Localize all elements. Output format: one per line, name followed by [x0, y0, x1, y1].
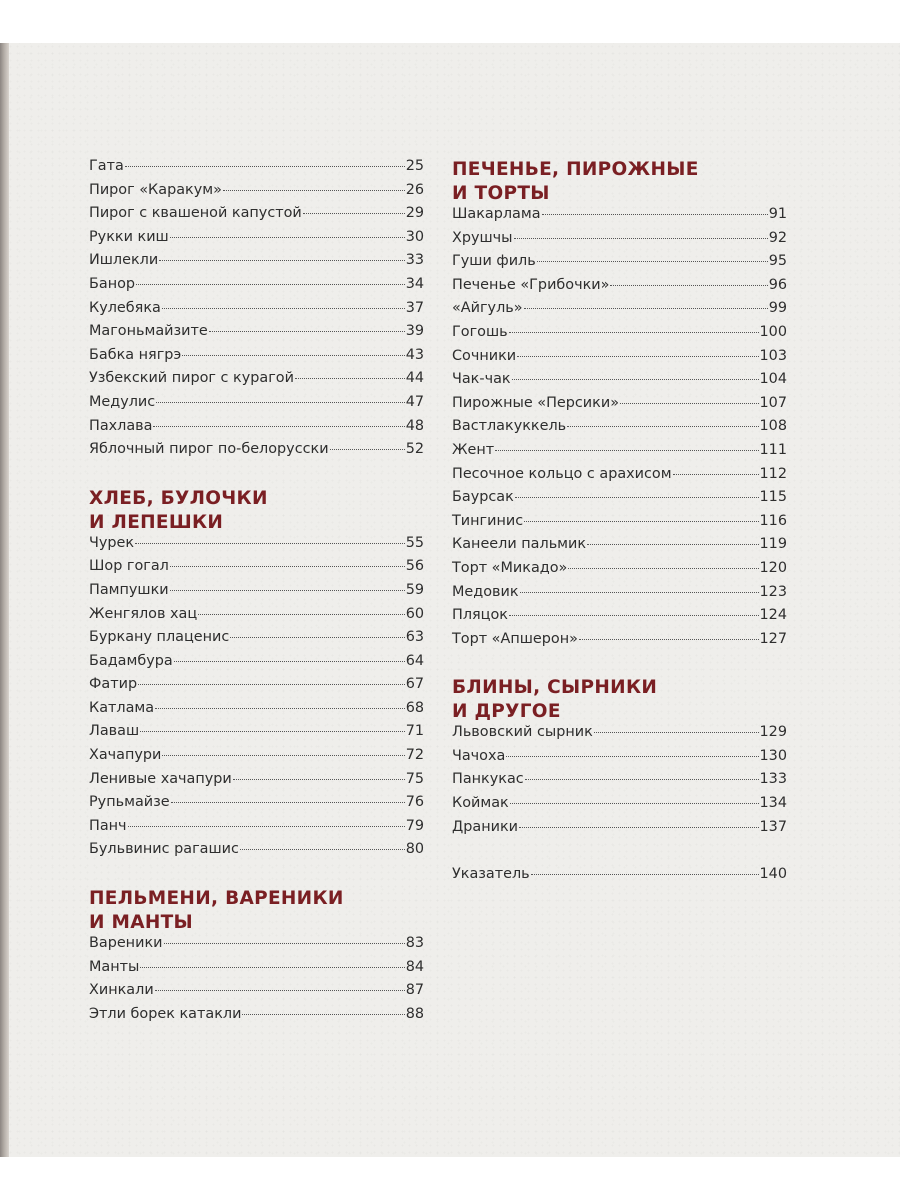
entry-title: Гата: [89, 158, 124, 174]
entry-title: Ишлекли: [89, 252, 159, 269]
entry-title: Гуши филь: [452, 253, 536, 270]
dot-leader: [515, 497, 759, 498]
dot-leader: [517, 356, 758, 357]
entry-page-number: 129: [759, 724, 787, 741]
entry-title: Хачапури: [89, 747, 162, 764]
toc-entry[interactable]: [452, 348, 787, 372]
dot-leader: [610, 285, 767, 286]
entry-page-number: 33: [405, 252, 424, 269]
toc-entry[interactable]: [452, 300, 787, 324]
dot-leader: [135, 543, 405, 544]
entry-title: Сочники: [452, 347, 517, 364]
toc-entry[interactable]: [452, 371, 787, 395]
entry-page-number: 88: [405, 1005, 424, 1022]
entry-page-number: 100: [759, 323, 787, 340]
toc-entry[interactable]: [89, 723, 424, 747]
toc-entry[interactable]: [452, 253, 787, 277]
entry-page-number: 72: [405, 747, 424, 764]
dot-leader: [155, 708, 405, 709]
heading-line: И ЛЕПЕШКИ: [89, 511, 224, 533]
entry-page-number: 47: [405, 393, 424, 410]
dot-leader: [138, 684, 405, 685]
entry-page-number: 137: [759, 818, 787, 835]
dot-leader: [128, 826, 405, 827]
dot-leader: [223, 190, 405, 191]
entry-title: Коймак: [452, 795, 509, 812]
dot-leader: [162, 308, 405, 309]
entry-title: Панч: [89, 817, 127, 834]
dot-leader: [198, 614, 405, 615]
entry-title: Кулебяка: [89, 299, 161, 316]
toc-entry[interactable]: [89, 959, 424, 983]
toc-entry[interactable]: [452, 466, 787, 490]
toc-entry[interactable]: [452, 560, 787, 584]
entry-page-number: 124: [759, 607, 787, 624]
toc-entry[interactable]: [89, 771, 424, 795]
section-heading-dumplings: [89, 887, 424, 935]
entry-title: Банор: [89, 275, 136, 292]
dot-leader: [140, 731, 405, 732]
toc-entry[interactable]: [452, 748, 787, 772]
entry-page-number: 55: [405, 534, 424, 551]
entry-title: Жент: [452, 441, 495, 458]
section-heading-cookies: [452, 158, 787, 206]
heading-line: И МАНТЫ: [89, 912, 194, 934]
entry-page-number: 25: [405, 158, 424, 174]
entry-title: Буркану плаценис: [89, 629, 230, 646]
toc-entry[interactable]: [89, 252, 424, 276]
toc-entry[interactable]: [452, 442, 787, 466]
dot-leader: [230, 637, 404, 638]
entry-page-number: 108: [759, 418, 787, 435]
entry-title: Бадамбура: [89, 652, 173, 669]
dot-leader: [531, 874, 759, 875]
entry-title: Медовик: [452, 583, 519, 600]
entry-page-number: 96: [768, 276, 787, 293]
entry-page-number: 63: [405, 629, 424, 646]
entry-page-number: 116: [759, 512, 787, 529]
entry-page-number: 26: [405, 181, 424, 198]
toc-entry[interactable]: [89, 818, 424, 842]
dot-leader: [568, 568, 758, 569]
entry-title: Чурек: [89, 534, 135, 551]
entry-page-number: 119: [759, 536, 787, 553]
entry-title: Хинкали: [89, 982, 154, 999]
entry-page-number: 115: [759, 489, 787, 506]
toc-entry[interactable]: [89, 158, 424, 182]
toc-entry[interactable]: [452, 607, 787, 631]
dot-leader: [673, 474, 759, 475]
entry-page-number: 140: [759, 866, 787, 883]
entry-page-number: 60: [405, 605, 424, 622]
dot-leader: [567, 426, 758, 427]
toc-entry[interactable]: [452, 795, 787, 819]
toc-list-pancakes: [452, 724, 787, 842]
section-heading-pancakes: [452, 676, 787, 724]
toc-entry[interactable]: [89, 394, 424, 418]
toc-entry[interactable]: [452, 513, 787, 537]
dot-leader: [170, 237, 405, 238]
entry-page-number: 133: [759, 771, 787, 788]
toc-entry[interactable]: [89, 276, 424, 300]
toc-entry[interactable]: [452, 771, 787, 795]
toc-entry[interactable]: [89, 441, 424, 465]
entry-title: Пляцок: [452, 607, 508, 624]
entry-title: Шакарлама: [452, 206, 541, 222]
dot-leader: [153, 426, 404, 427]
entry-page-number: 91: [768, 206, 787, 222]
heading-line: ПЕЛЬМЕНИ, ВАРЕНИКИ: [89, 888, 344, 910]
dot-leader: [495, 450, 758, 451]
entry-title: Указатель: [452, 866, 530, 883]
toc-entry[interactable]: [89, 747, 424, 771]
entry-page-number: 79: [405, 817, 424, 834]
entry-page-number: 80: [405, 841, 424, 858]
entry-page-number: 84: [405, 958, 424, 975]
dot-leader: [510, 803, 759, 804]
toc-entry[interactable]: [89, 582, 424, 606]
entry-title: Рукки киш: [89, 228, 169, 245]
dot-leader: [295, 378, 405, 379]
toc-list-top: [89, 158, 424, 465]
entry-page-number: 64: [405, 652, 424, 669]
toc-entry[interactable]: [452, 277, 787, 301]
entry-title: Катлама: [89, 699, 155, 716]
entry-page-number: 87: [405, 982, 424, 999]
toc-column-left: [89, 158, 424, 1029]
dot-leader: [512, 379, 759, 380]
entry-title: Печенье «Грибочки»: [452, 276, 610, 293]
dot-leader: [155, 990, 405, 991]
dot-leader: [620, 403, 759, 404]
toc-entry[interactable]: [452, 536, 787, 560]
toc-entry[interactable]: [89, 1006, 424, 1030]
dot-leader: [156, 402, 404, 403]
entry-page-number: 44: [405, 370, 424, 387]
section-heading-bread: [89, 487, 424, 535]
toc-entry[interactable]: [89, 653, 424, 677]
entry-title: Чак-чак: [452, 371, 511, 388]
entry-page-number: 68: [405, 699, 424, 716]
dot-leader: [579, 639, 759, 640]
entry-page-number: 52: [405, 441, 424, 458]
dot-leader: [303, 213, 405, 214]
entry-title: Манты: [89, 958, 140, 975]
dot-leader: [140, 967, 404, 968]
entry-title: Яблочный пирог по-белорусски: [89, 441, 329, 458]
toc-entry[interactable]: [452, 489, 787, 513]
dot-leader: [514, 238, 768, 239]
dot-leader: [509, 332, 759, 333]
entry-title: Медулис: [89, 393, 156, 410]
entry-page-number: 103: [759, 347, 787, 364]
entry-title: Фатир: [89, 676, 138, 693]
dot-leader: [524, 308, 768, 309]
dot-leader: [242, 1014, 404, 1015]
toc-entry[interactable]: [89, 700, 424, 724]
toc-entry[interactable]: [89, 982, 424, 1006]
heading-line: БЛИНЫ, СЫРНИКИ: [452, 677, 658, 699]
entry-page-number: 37: [405, 299, 424, 316]
entry-page-number: 134: [759, 795, 787, 812]
toc-entry[interactable]: [452, 418, 787, 442]
dot-leader: [233, 779, 405, 780]
entry-page-number: 83: [405, 935, 424, 952]
toc-entry[interactable]: [452, 724, 787, 748]
dot-leader: [520, 592, 759, 593]
dot-leader: [171, 802, 405, 803]
entry-page-number: 56: [405, 558, 424, 575]
entry-title: Хрушчы: [452, 229, 513, 246]
entry-title: Ленивые хачапури: [89, 770, 232, 787]
toc-entry[interactable]: [89, 300, 424, 324]
dot-leader: [162, 755, 404, 756]
toc-entry[interactable]: [89, 676, 424, 700]
dot-leader: [174, 661, 405, 662]
heading-line: И ДРУГОЕ: [452, 701, 561, 723]
dot-leader: [542, 214, 768, 215]
toc-entry[interactable]: [452, 819, 787, 843]
entry-title: Магоньмайзите: [89, 323, 208, 340]
entry-page-number: 39: [405, 323, 424, 340]
entry-title: Драники: [452, 818, 519, 835]
toc-entry[interactable]: [89, 370, 424, 394]
entry-title: Канеели пальмик: [452, 536, 587, 553]
entry-page-number: 43: [405, 346, 424, 363]
entry-title: Пампушки: [89, 581, 169, 598]
entry-page-number: 48: [405, 417, 424, 434]
dot-leader: [209, 331, 405, 332]
dot-leader: [182, 355, 404, 356]
entry-page-number: 112: [759, 465, 787, 482]
entry-page-number: 34: [405, 275, 424, 292]
entry-title: Чачоха: [452, 747, 506, 764]
heading-line: ПЕЧЕНЬЕ, ПИРОЖНЫЕ: [452, 159, 699, 180]
entry-title: Узбекский пирог с курагой: [89, 370, 294, 387]
dot-leader: [587, 544, 758, 545]
entry-page-number: 67: [405, 676, 424, 693]
entry-page-number: 123: [759, 583, 787, 600]
entry-title: Бульвинис рагашис: [89, 841, 239, 858]
toc-entry[interactable]: [89, 558, 424, 582]
toc-entry[interactable]: [89, 323, 424, 347]
entry-title: Лаваш: [89, 723, 140, 740]
toc-list-bread: [89, 535, 424, 865]
dot-leader: [524, 521, 758, 522]
toc-entry[interactable]: [89, 794, 424, 818]
entry-page-number: 92: [768, 229, 787, 246]
toc-entry[interactable]: [89, 418, 424, 442]
toc-entry[interactable]: [452, 206, 787, 230]
page-spine-edge: [0, 43, 9, 1157]
toc-entry[interactable]: [89, 535, 424, 559]
entry-title: Львовский сырник: [452, 724, 593, 741]
entry-title: Бабка нягрэ: [89, 346, 182, 363]
toc-entry[interactable]: [89, 935, 424, 959]
toc-entry[interactable]: [89, 229, 424, 253]
toc-entry[interactable]: [89, 182, 424, 206]
dot-leader: [125, 166, 405, 167]
entry-page-number: 75: [405, 770, 424, 787]
entry-title: Вастлакуккель: [452, 418, 567, 435]
entry-title: Пирожные «Персики»: [452, 394, 620, 411]
entry-page-number: 29: [405, 205, 424, 222]
dot-leader: [330, 449, 405, 450]
entry-title: Торт «Апшерон»: [452, 630, 578, 647]
dot-leader: [170, 566, 405, 567]
toc-list-dumplings: [89, 935, 424, 1029]
toc-entry[interactable]: [89, 205, 424, 229]
toc-entry[interactable]: [452, 230, 787, 254]
heading-line: ХЛЕБ, БУЛОЧКИ: [89, 487, 268, 509]
toc-list-cookies: [452, 206, 787, 654]
entry-page-number: 127: [759, 630, 787, 647]
toc-column-right: [452, 158, 787, 890]
entry-title: Шор гогал: [89, 558, 169, 575]
entry-page-number: 76: [405, 794, 424, 811]
dot-leader: [537, 261, 768, 262]
entry-title: Рупьмайзе: [89, 794, 170, 811]
entry-title: Пахлава: [89, 417, 153, 434]
entry-title: Тингинис: [452, 512, 524, 529]
heading-line: И ТОРТЫ: [452, 183, 550, 204]
dot-leader: [136, 284, 405, 285]
entry-page-number: 130: [759, 747, 787, 764]
entry-title: Песочное кольцо с арахисом: [452, 465, 672, 482]
entry-title: «Айгуль»: [452, 300, 523, 317]
book-page: [0, 43, 900, 1157]
entry-page-number: 30: [405, 228, 424, 245]
dot-leader: [506, 756, 758, 757]
entry-title: Панкукас: [452, 771, 524, 788]
entry-page-number: 107: [759, 394, 787, 411]
entry-page-number: 99: [768, 300, 787, 317]
entry-title: Пирог с квашеной капустой: [89, 205, 302, 222]
toc-entry[interactable]: [89, 841, 424, 865]
entry-title: Торт «Микадо»: [452, 559, 568, 576]
entry-title: Вареники: [89, 935, 163, 952]
dot-leader: [240, 849, 405, 850]
entry-page-number: 71: [405, 723, 424, 740]
entry-title: Пирог «Каракум»: [89, 181, 222, 198]
entry-title: Этли борек катакли: [89, 1005, 242, 1022]
entry-title: Женгялов хац: [89, 605, 198, 622]
dot-leader: [594, 732, 759, 733]
toc-entry[interactable]: [89, 347, 424, 371]
entry-page-number: 95: [768, 253, 787, 270]
entry-page-number: 104: [759, 371, 787, 388]
entry-title: Гогошь: [452, 323, 508, 340]
entry-page-number: 120: [759, 559, 787, 576]
toc-entry[interactable]: [452, 324, 787, 348]
toc-entry[interactable]: [452, 584, 787, 608]
toc-entry[interactable]: [452, 631, 787, 655]
toc-entry-index[interactable]: [452, 866, 787, 890]
toc-entry[interactable]: [89, 606, 424, 630]
dot-leader: [525, 779, 759, 780]
toc-entry[interactable]: [452, 395, 787, 419]
entry-page-number: 111: [759, 441, 787, 458]
dot-leader: [159, 260, 404, 261]
dot-leader: [519, 827, 759, 828]
dot-leader: [509, 615, 759, 616]
dot-leader: [164, 943, 405, 944]
entry-title: Баурсак: [452, 489, 514, 506]
dot-leader: [170, 590, 405, 591]
toc-entry[interactable]: [89, 629, 424, 653]
entry-page-number: 59: [405, 581, 424, 598]
